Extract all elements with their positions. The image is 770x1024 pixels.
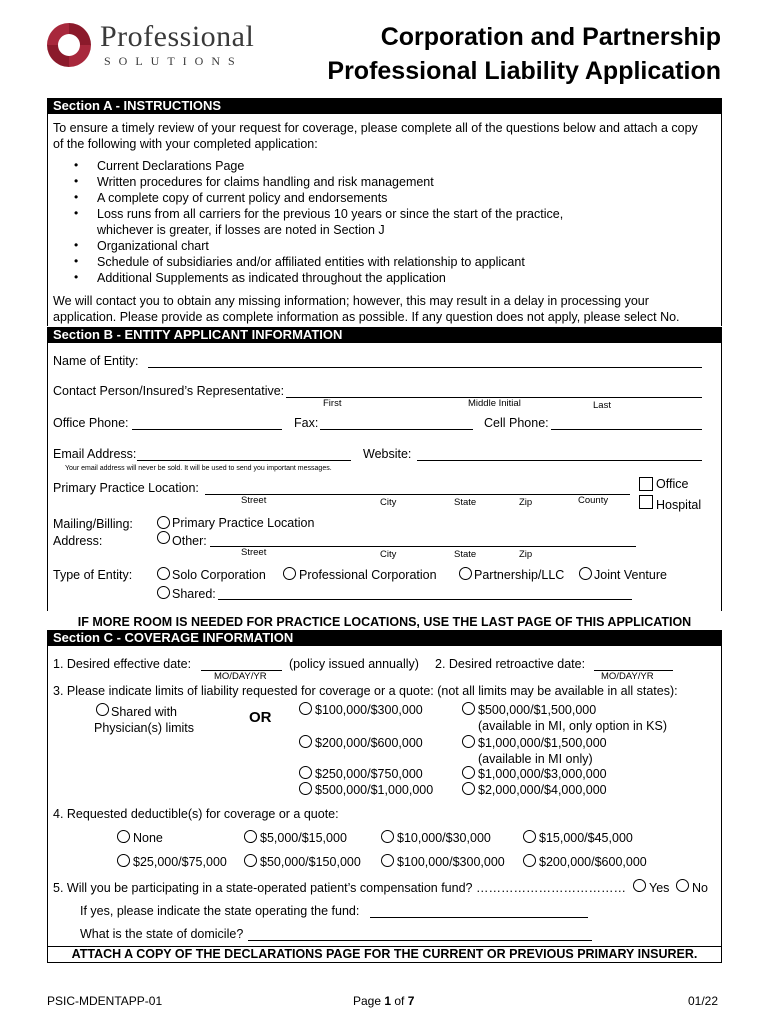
bullet-icon: • <box>74 190 79 204</box>
limit-option: $100,000/$300,000 <box>315 703 423 717</box>
q1-note: (policy issued annually) <box>289 657 419 671</box>
q5-yes-label: Yes <box>649 881 670 895</box>
q1-label: 1. Desired effective date: <box>53 657 192 671</box>
type-shared-label: Shared: <box>172 587 216 601</box>
bullet-icon: • <box>74 174 79 188</box>
zip-hint: Zip <box>519 497 533 508</box>
mail-other-radio[interactable] <box>157 531 170 544</box>
list-item: Written procedures for claims handling and risk management <box>97 175 434 189</box>
list-item: A complete copy of current policy and endorsements <box>97 191 388 205</box>
fax-label: Fax: <box>294 416 319 430</box>
type-joint-venture-label: Joint Venture <box>594 568 667 582</box>
intro-line-2: of the following with your completed application: <box>53 137 318 151</box>
limit-radio[interactable] <box>299 766 312 779</box>
contact-label: Contact Person/Insured’s Representative: <box>53 384 285 398</box>
q5-yes-radio[interactable] <box>633 879 646 892</box>
mail-primary-radio[interactable] <box>157 516 170 529</box>
locations-notice: IF MORE ROOM IS NEEDED FOR PRACTICE LOCATIONS, USE THE LAST PAGE OF THIS APPLICATION <box>77 615 692 629</box>
hospital-checkbox[interactable] <box>639 495 653 509</box>
limit-radio[interactable] <box>462 735 475 748</box>
office-label: Office <box>656 477 689 491</box>
list-item: Schedule of subsidiaries and/or affiliated entities with relationship to applicant <box>97 255 525 269</box>
page-title <box>327 20 721 88</box>
date-hint: MO/DAY/YR <box>214 671 267 682</box>
county-hint: County <box>578 495 609 506</box>
deductible-radio[interactable] <box>244 830 257 843</box>
deductible-option: None <box>133 831 163 845</box>
bullet-icon: • <box>74 158 79 172</box>
first-hint: First <box>323 398 342 409</box>
limit-option: $2,000,000/$4,000,000 <box>478 783 607 797</box>
deductible-radio[interactable] <box>117 830 130 843</box>
limit-option: $1,000,000/$1,500,000 <box>478 736 607 750</box>
limit-option: $250,000/$750,000 <box>315 767 423 781</box>
title-line-1: Corporation and Partnership <box>380 23 721 51</box>
entity-name-field[interactable] <box>148 367 702 368</box>
list-item: Organizational chart <box>97 239 209 253</box>
deductible-option: $10,000/$30,000 <box>397 831 491 845</box>
limit-option: $200,000/$600,000 <box>315 736 423 750</box>
date-hint: MO/DAY/YR <box>601 671 654 682</box>
deductible-radio[interactable] <box>244 854 257 867</box>
deductible-option: $100,000/$300,000 <box>397 855 505 869</box>
deductible-option: $15,000/$45,000 <box>539 831 633 845</box>
office-phone-label: Office Phone: <box>53 416 129 430</box>
deductible-option: $50,000/$150,000 <box>260 855 361 869</box>
limit-radio[interactable] <box>462 766 475 779</box>
fund-state-field[interactable] <box>370 917 588 918</box>
deductible-radio[interactable] <box>523 830 536 843</box>
section-a-header: Section A - INSTRUCTIONS <box>47 98 722 114</box>
office-checkbox[interactable] <box>639 477 653 491</box>
street-hint: Street <box>241 495 267 506</box>
state-hint: State <box>454 497 477 508</box>
primary-location-label: Primary Practice Location: <box>53 481 199 495</box>
intro-line-1: To ensure a timely review of your request for coverage, please complete all of the questions below and attach a copy <box>53 121 698 135</box>
list-item-continuation: whichever is greater, if losses are noted in Section J <box>97 223 385 237</box>
type-shared-field[interactable] <box>218 599 632 600</box>
deductible-radio[interactable] <box>381 830 394 843</box>
limit-option: $500,000/$1,500,000 <box>478 703 597 717</box>
page-prefix: Page <box>353 994 385 1008</box>
limit-shared-label: Shared with <box>111 705 178 719</box>
bullet-icon: • <box>74 206 79 220</box>
cell-phone-field[interactable] <box>551 429 702 430</box>
hospital-label: Hospital <box>656 498 702 512</box>
mail-other-field[interactable] <box>210 546 636 547</box>
deductible-option: $5,000/$15,000 <box>260 831 347 845</box>
street-hint: Street <box>241 547 267 558</box>
type-shared-radio[interactable] <box>157 586 170 599</box>
page-number: 1 <box>384 994 392 1008</box>
form-date: 01/22 <box>688 994 719 1008</box>
office-phone-field[interactable] <box>132 429 282 430</box>
deductible-radio[interactable] <box>117 854 130 867</box>
email-field[interactable] <box>137 460 351 461</box>
q5-no-label: No <box>692 881 708 895</box>
type-professional-label: Professional Corporation <box>299 568 437 582</box>
deductible-radio[interactable] <box>523 854 536 867</box>
deductible-radio[interactable] <box>381 854 394 867</box>
deductible-option: $200,000/$600,000 <box>539 855 647 869</box>
page-indicator <box>353 994 414 1008</box>
city-hint: City <box>380 497 397 508</box>
bullet-icon: • <box>74 270 79 284</box>
q2-label: 2. Desired retroactive date: <box>435 657 586 671</box>
type-professional-radio[interactable] <box>283 567 296 580</box>
list-item: Current Declarations Page <box>97 159 245 173</box>
q5-label: 5. Will you be participating in a state-operated patient’s compensation fund? ……………………………… <box>53 881 626 895</box>
attach-notice: ATTACH A COPY OF THE DECLARATIONS PAGE FOR THE CURRENT OR PREVIOUS PRIMARY INSURER. <box>47 946 722 963</box>
limit-radio[interactable] <box>462 702 475 715</box>
entity-type-label: Type of Entity: <box>53 568 133 582</box>
type-solo-radio[interactable] <box>157 567 170 580</box>
list-item: Loss runs from all carriers for the previous 10 years or since the start of the practice, <box>97 207 564 221</box>
type-partnership-radio[interactable] <box>459 567 472 580</box>
deductible-option: $25,000/$75,000 <box>133 855 227 869</box>
domicile-state-field[interactable] <box>248 940 592 941</box>
q5a-label: If yes, please indicate the state operating the fund: <box>80 904 360 918</box>
logo-mark-icon <box>44 20 94 70</box>
section-b-header: Section B - ENTITY APPLICANT INFORMATION <box>47 327 722 343</box>
bullet-icon: • <box>74 238 79 252</box>
website-label: Website: <box>363 447 412 461</box>
limit-radio[interactable] <box>299 782 312 795</box>
mail-primary-label: Primary Practice Location <box>172 516 315 530</box>
email-note: Your email address will never be sold. It will be used to send you important messages. <box>65 465 332 472</box>
zip-hint: Zip <box>519 549 533 560</box>
type-solo-label: Solo Corporation <box>172 568 266 582</box>
or-label: OR <box>249 709 272 726</box>
form-code: PSIC-MDENTAPP-01 <box>47 994 163 1008</box>
q4-label: 4. Requested deductible(s) for coverage or a quote: <box>53 807 339 821</box>
website-field[interactable] <box>417 460 702 461</box>
cell-phone-label: Cell Phone: <box>484 416 549 430</box>
fax-field[interactable] <box>320 429 473 430</box>
section-c-header: Section C - COVERAGE INFORMATION <box>47 630 722 646</box>
page-total: 7 <box>407 994 415 1008</box>
last-hint: Last <box>593 400 611 411</box>
city-hint: City <box>380 549 397 560</box>
outro-line-1: We will contact you to obtain any missing information; however, this may result in a delay in processing your <box>53 294 649 308</box>
brand-sub: SOLUTIONS <box>104 54 243 68</box>
limit-note: (available in MI, only option in KS) <box>478 719 667 733</box>
limit-option: $500,000/$1,000,000 <box>315 783 434 797</box>
limit-note: (available in MI only) <box>478 752 593 766</box>
q3-label: 3. Please indicate limits of liability requested for coverage or a quote: (not all limits may be available in all states): <box>53 684 678 698</box>
list-item: Additional Supplements as indicated throughout the application <box>97 271 446 285</box>
outro-line-2: application. Please provide as complete information as possible. If any question does not apply, please select No. <box>53 310 680 324</box>
type-partnership-label: Partnership/LLC <box>474 568 565 582</box>
limit-shared-radio[interactable] <box>96 703 109 716</box>
limit-radio[interactable] <box>299 702 312 715</box>
page-of: of <box>391 994 408 1008</box>
mailing-label-2: Address: <box>53 534 103 548</box>
title-line-2: Professional Liability Application <box>327 57 721 85</box>
state-hint: State <box>454 549 477 560</box>
q5-no-radio[interactable] <box>676 879 689 892</box>
q5b-label: What is the state of domicile? <box>80 927 244 941</box>
limit-radio[interactable] <box>299 735 312 748</box>
brand-name: Professional <box>100 20 255 53</box>
middle-hint: Middle Initial <box>468 398 521 409</box>
type-joint-venture-radio[interactable] <box>579 567 592 580</box>
primary-location-field[interactable] <box>205 494 630 495</box>
email-label: Email Address: <box>53 447 137 461</box>
limit-radio[interactable] <box>462 782 475 795</box>
mailing-label: Mailing/Billing: <box>53 517 133 531</box>
mail-other-label: Other: <box>172 534 207 548</box>
limit-shared-label-2: Physician(s) limits <box>94 721 195 735</box>
bullet-icon: • <box>74 254 79 268</box>
entity-name-label: Name of Entity: <box>53 354 139 368</box>
limit-option: $1,000,000/$3,000,000 <box>478 767 607 781</box>
